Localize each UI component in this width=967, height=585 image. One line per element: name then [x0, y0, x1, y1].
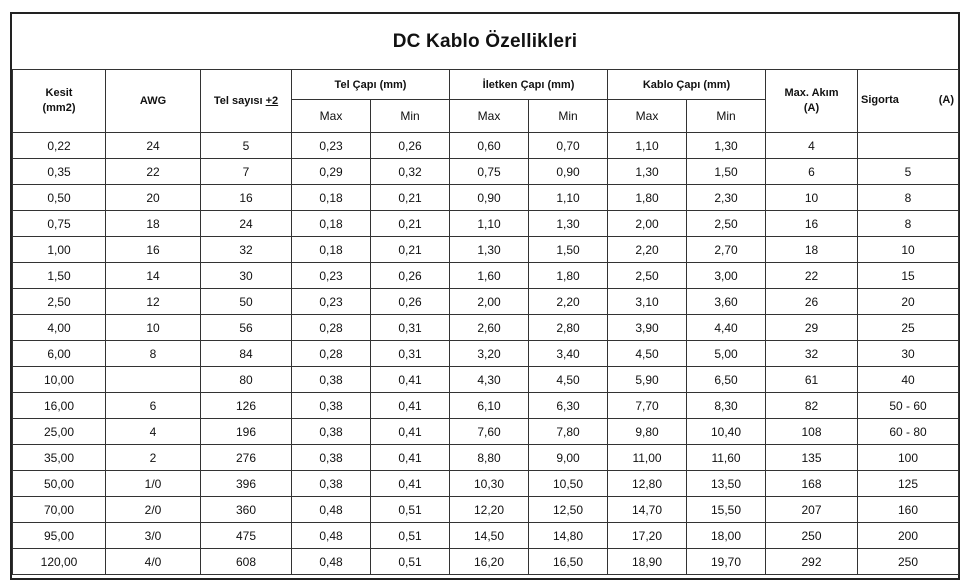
- table-body: [13, 133, 959, 575]
- cell-tel-capi-max: 0,18: [292, 237, 371, 263]
- subheader-tel-min: Min: [371, 100, 450, 133]
- cell-kablo-capi-max: 1,10: [608, 133, 687, 159]
- cell-kablo-capi-min: 13,50: [687, 471, 766, 497]
- header-iletken-capi: İletken Çapı (mm): [450, 70, 608, 100]
- cell-tel-capi-max: 0,28: [292, 341, 371, 367]
- cell-tel-sayisi: 30: [201, 263, 292, 289]
- subheader-kablo-min: Min: [687, 100, 766, 133]
- cell-max-akim: 10: [766, 185, 858, 211]
- cell-tel-capi-min: 0,41: [371, 471, 450, 497]
- cell-kablo-capi-min: 2,70: [687, 237, 766, 263]
- cell-max-akim: 61: [766, 367, 858, 393]
- cell-iletken-capi-min: 9,00: [529, 445, 608, 471]
- cell-kesit: 0,22: [13, 133, 106, 159]
- cell-kablo-capi-min: 11,60: [687, 445, 766, 471]
- header-max-akim-label: Max. Akım: [784, 87, 839, 99]
- cell-tel-capi-min: 0,51: [371, 523, 450, 549]
- cell-awg: [106, 367, 201, 393]
- cell-iletken-capi-min: 1,30: [529, 211, 608, 237]
- cell-max-akim: 29: [766, 315, 858, 341]
- cell-kablo-capi-min: 6,50: [687, 367, 766, 393]
- cell-tel-capi-min: 0,32: [371, 159, 450, 185]
- cell-tel-capi-max: 0,38: [292, 393, 371, 419]
- cell-tel-capi-max: 0,28: [292, 315, 371, 341]
- cell-kablo-capi-max: 11,00: [608, 445, 687, 471]
- cell-max-akim: 82: [766, 393, 858, 419]
- cell-tel-capi-min: 0,26: [371, 263, 450, 289]
- cell-tel-sayisi: 50: [201, 289, 292, 315]
- cell-kesit: 1,50: [13, 263, 106, 289]
- cell-kesit: 16,00: [13, 393, 106, 419]
- cell-iletken-capi-min: 1,10: [529, 185, 608, 211]
- cell-kesit: 50,00: [13, 471, 106, 497]
- cell-tel-capi-min: 0,41: [371, 393, 450, 419]
- table-row: [13, 471, 959, 497]
- cell-iletken-capi-max: 2,00: [450, 289, 529, 315]
- page-title: DC Kablo Özellikleri: [392, 30, 578, 52]
- cell-iletken-capi-max: 12,20: [450, 497, 529, 523]
- cell-kesit: 1,00: [13, 237, 106, 263]
- cell-tel-sayisi: 126: [201, 393, 292, 419]
- cell-kablo-capi-min: 15,50: [687, 497, 766, 523]
- cell-iletken-capi-max: 1,60: [450, 263, 529, 289]
- cell-tel-sayisi: 5: [201, 133, 292, 159]
- cell-sigorta: 10: [858, 237, 959, 263]
- cell-tel-sayisi: 80: [201, 367, 292, 393]
- table-row: [13, 341, 959, 367]
- table-row: [13, 289, 959, 315]
- cell-tel-sayisi: 196: [201, 419, 292, 445]
- cell-awg: 12: [106, 289, 201, 315]
- cell-iletken-capi-min: 2,80: [529, 315, 608, 341]
- cell-tel-capi-max: 0,38: [292, 471, 371, 497]
- cell-iletken-capi-min: 0,90: [529, 159, 608, 185]
- cell-tel-capi-max: 0,48: [292, 523, 371, 549]
- cell-sigorta: 30: [858, 341, 959, 367]
- cell-max-akim: 168: [766, 471, 858, 497]
- cell-iletken-capi-max: 14,50: [450, 523, 529, 549]
- cell-iletken-capi-min: 7,80: [529, 419, 608, 445]
- cell-tel-capi-max: 0,18: [292, 185, 371, 211]
- cell-tel-sayisi: 7: [201, 159, 292, 185]
- header-max-akim-unit: (A): [803, 102, 820, 114]
- cell-awg: 2/0: [106, 497, 201, 523]
- table-row: [13, 133, 959, 159]
- cell-iletken-capi-min: 4,50: [529, 367, 608, 393]
- cell-tel-capi-min: 0,26: [371, 289, 450, 315]
- cell-kesit: 35,00: [13, 445, 106, 471]
- cell-max-akim: 22: [766, 263, 858, 289]
- cell-tel-sayisi: 32: [201, 237, 292, 263]
- cell-awg: 20: [106, 185, 201, 211]
- cell-tel-capi-min: 0,21: [371, 185, 450, 211]
- cell-iletken-capi-max: 4,30: [450, 367, 529, 393]
- header-awg: AWG: [106, 70, 201, 133]
- cell-tel-capi-min: 0,21: [371, 237, 450, 263]
- cell-sigorta: 40: [858, 367, 959, 393]
- cell-kablo-capi-max: 1,30: [608, 159, 687, 185]
- table-row: [13, 549, 959, 575]
- header-kablo-capi: Kablo Çapı (mm): [608, 70, 766, 100]
- cell-max-akim: 6: [766, 159, 858, 185]
- cell-tel-sayisi: 16: [201, 185, 292, 211]
- cell-tel-capi-min: 0,26: [371, 133, 450, 159]
- cell-iletken-capi-min: 10,50: [529, 471, 608, 497]
- cell-kablo-capi-min: 5,00: [687, 341, 766, 367]
- cell-iletken-capi-max: 8,80: [450, 445, 529, 471]
- cell-tel-capi-max: 0,48: [292, 497, 371, 523]
- cell-sigorta: 8: [858, 211, 959, 237]
- cell-max-akim: 207: [766, 497, 858, 523]
- cell-tel-capi-max: 0,23: [292, 289, 371, 315]
- cell-kesit: 0,75: [13, 211, 106, 237]
- table-row: [13, 263, 959, 289]
- cell-kablo-capi-min: 2,30: [687, 185, 766, 211]
- cell-sigorta: 8: [858, 185, 959, 211]
- cell-kablo-capi-max: 1,80: [608, 185, 687, 211]
- cell-tel-capi-min: 0,41: [371, 367, 450, 393]
- cell-iletken-capi-min: 12,50: [529, 497, 608, 523]
- cell-sigorta: 5: [858, 159, 959, 185]
- header-tel-capi: Tel Çapı (mm): [292, 70, 450, 100]
- cell-tel-capi-max: 0,38: [292, 419, 371, 445]
- cell-kesit: 4,00: [13, 315, 106, 341]
- cell-awg: 14: [106, 263, 201, 289]
- table-row: [13, 185, 959, 211]
- cell-awg: 6: [106, 393, 201, 419]
- cell-sigorta: 160: [858, 497, 959, 523]
- cell-iletken-capi-max: 2,60: [450, 315, 529, 341]
- header-kesit-label: Kesit: [45, 87, 73, 99]
- cell-awg: 4/0: [106, 549, 201, 575]
- header-sigorta-unit: (A): [938, 94, 955, 106]
- cell-tel-sayisi: 608: [201, 549, 292, 575]
- table-row: [13, 419, 959, 445]
- cell-tel-capi-min: 0,21: [371, 211, 450, 237]
- cell-kablo-capi-min: 2,50: [687, 211, 766, 237]
- cell-awg: 18: [106, 211, 201, 237]
- cell-sigorta: 100: [858, 445, 959, 471]
- cell-tel-sayisi: 396: [201, 471, 292, 497]
- cell-tel-capi-min: 0,31: [371, 341, 450, 367]
- cell-kablo-capi-max: 7,70: [608, 393, 687, 419]
- cell-tel-capi-max: 0,23: [292, 133, 371, 159]
- table-row: [13, 159, 959, 185]
- cell-kesit: 2,50: [13, 289, 106, 315]
- cell-awg: 4: [106, 419, 201, 445]
- cell-awg: 2: [106, 445, 201, 471]
- cell-tel-capi-min: 0,31: [371, 315, 450, 341]
- cell-kablo-capi-max: 17,20: [608, 523, 687, 549]
- cell-iletken-capi-max: 1,10: [450, 211, 529, 237]
- cell-tel-capi-max: 0,23: [292, 263, 371, 289]
- cell-iletken-capi-min: 14,80: [529, 523, 608, 549]
- table-row: [13, 523, 959, 549]
- table-row: [13, 315, 959, 341]
- cell-tel-capi-max: 0,38: [292, 367, 371, 393]
- cell-kesit: 70,00: [13, 497, 106, 523]
- cable-spec-document: [10, 12, 960, 580]
- cell-tel-capi-min: 0,41: [371, 445, 450, 471]
- cell-kesit: 6,00: [13, 341, 106, 367]
- cell-awg: 22: [106, 159, 201, 185]
- cell-tel-capi-max: 0,29: [292, 159, 371, 185]
- cell-iletken-capi-max: 0,60: [450, 133, 529, 159]
- header-row: [13, 70, 959, 100]
- cell-tel-sayisi: 56: [201, 315, 292, 341]
- cell-kesit: 95,00: [13, 523, 106, 549]
- cell-max-akim: 250: [766, 523, 858, 549]
- cell-kablo-capi-min: 3,00: [687, 263, 766, 289]
- cell-iletken-capi-min: 0,70: [529, 133, 608, 159]
- cell-awg: 16: [106, 237, 201, 263]
- cell-kablo-capi-min: 8,30: [687, 393, 766, 419]
- cell-kesit: 0,35: [13, 159, 106, 185]
- cell-iletken-capi-max: 3,20: [450, 341, 529, 367]
- cell-kablo-capi-max: 3,10: [608, 289, 687, 315]
- cell-max-akim: 18: [766, 237, 858, 263]
- subheader-iletken-max: Max: [450, 100, 529, 133]
- cell-tel-sayisi: 276: [201, 445, 292, 471]
- cell-tel-sayisi: 475: [201, 523, 292, 549]
- cell-kablo-capi-min: 4,40: [687, 315, 766, 341]
- cell-tel-capi-min: 0,51: [371, 497, 450, 523]
- table-row: [13, 445, 959, 471]
- table-row: [13, 237, 959, 263]
- cell-tel-sayisi: 360: [201, 497, 292, 523]
- cell-iletken-capi-max: 0,75: [450, 159, 529, 185]
- cell-iletken-capi-min: 3,40: [529, 341, 608, 367]
- cell-tel-sayisi: 24: [201, 211, 292, 237]
- cell-kablo-capi-max: 4,50: [608, 341, 687, 367]
- cell-sigorta: 200: [858, 523, 959, 549]
- cell-kablo-capi-min: 1,30: [687, 133, 766, 159]
- cell-max-akim: 135: [766, 445, 858, 471]
- cell-iletken-capi-max: 10,30: [450, 471, 529, 497]
- cell-max-akim: 4: [766, 133, 858, 159]
- cell-max-akim: 32: [766, 341, 858, 367]
- cell-iletken-capi-min: 1,50: [529, 237, 608, 263]
- cell-kesit: 0,50: [13, 185, 106, 211]
- cell-kablo-capi-min: 3,60: [687, 289, 766, 315]
- cell-sigorta: 125: [858, 471, 959, 497]
- cell-iletken-capi-max: 7,60: [450, 419, 529, 445]
- cell-iletken-capi-min: 2,20: [529, 289, 608, 315]
- cell-kablo-capi-max: 18,90: [608, 549, 687, 575]
- cell-tel-capi-min: 0,51: [371, 549, 450, 575]
- cell-kesit: 120,00: [13, 549, 106, 575]
- header-tel-sayisi-tolerance: +2: [265, 95, 279, 107]
- cell-kablo-capi-max: 2,50: [608, 263, 687, 289]
- cell-awg: 1/0: [106, 471, 201, 497]
- cell-kablo-capi-max: 14,70: [608, 497, 687, 523]
- cell-sigorta: 250: [858, 549, 959, 575]
- header-kesit-unit: (mm2): [42, 102, 76, 114]
- header-tel-sayisi: [201, 70, 292, 133]
- header-sigorta: [858, 70, 959, 133]
- cell-tel-capi-min: 0,41: [371, 419, 450, 445]
- cable-spec-table: [12, 69, 959, 575]
- cell-kesit: 10,00: [13, 367, 106, 393]
- cell-iletken-capi-max: 6,10: [450, 393, 529, 419]
- cell-sigorta: 15: [858, 263, 959, 289]
- cell-kablo-capi-max: 2,20: [608, 237, 687, 263]
- cell-awg: 10: [106, 315, 201, 341]
- cell-kablo-capi-min: 1,50: [687, 159, 766, 185]
- header-tel-sayisi-label: Tel sayısı: [213, 95, 266, 107]
- cell-kablo-capi-max: 2,00: [608, 211, 687, 237]
- cell-kablo-capi-max: 5,90: [608, 367, 687, 393]
- subheader-kablo-max: Max: [608, 100, 687, 133]
- cell-iletken-capi-max: 1,30: [450, 237, 529, 263]
- cell-kablo-capi-min: 10,40: [687, 419, 766, 445]
- cell-sigorta: 50 - 60: [858, 393, 959, 419]
- cell-kablo-capi-max: 9,80: [608, 419, 687, 445]
- table-row: [13, 367, 959, 393]
- cell-kablo-capi-max: 3,90: [608, 315, 687, 341]
- cell-max-akim: 108: [766, 419, 858, 445]
- cell-tel-capi-max: 0,18: [292, 211, 371, 237]
- subheader-tel-max: Max: [292, 100, 371, 133]
- cell-sigorta: [858, 133, 959, 159]
- cell-tel-capi-max: 0,38: [292, 445, 371, 471]
- cell-kablo-capi-max: 12,80: [608, 471, 687, 497]
- cell-iletken-capi-max: 0,90: [450, 185, 529, 211]
- table-row: [13, 211, 959, 237]
- cell-iletken-capi-min: 16,50: [529, 549, 608, 575]
- cell-max-akim: 292: [766, 549, 858, 575]
- cell-awg: 24: [106, 133, 201, 159]
- cell-kablo-capi-min: 19,70: [687, 549, 766, 575]
- cell-sigorta: 60 - 80: [858, 419, 959, 445]
- cell-tel-sayisi: 84: [201, 341, 292, 367]
- cell-sigorta: 20: [858, 289, 959, 315]
- cell-iletken-capi-min: 1,80: [529, 263, 608, 289]
- subheader-iletken-min: Min: [529, 100, 608, 133]
- header-max-akim: [766, 70, 858, 133]
- cell-sigorta: 25: [858, 315, 959, 341]
- cell-awg: 3/0: [106, 523, 201, 549]
- cell-awg: 8: [106, 341, 201, 367]
- cell-iletken-capi-min: 6,30: [529, 393, 608, 419]
- cell-max-akim: 26: [766, 289, 858, 315]
- cell-max-akim: 16: [766, 211, 858, 237]
- table-row: [13, 497, 959, 523]
- cell-kesit: 25,00: [13, 419, 106, 445]
- header-kesit: [13, 70, 106, 133]
- cell-kablo-capi-min: 18,00: [687, 523, 766, 549]
- header-sigorta-label: Sigorta: [861, 94, 899, 106]
- cell-iletken-capi-max: 16,20: [450, 549, 529, 575]
- cell-tel-capi-max: 0,48: [292, 549, 371, 575]
- table-row: [13, 393, 959, 419]
